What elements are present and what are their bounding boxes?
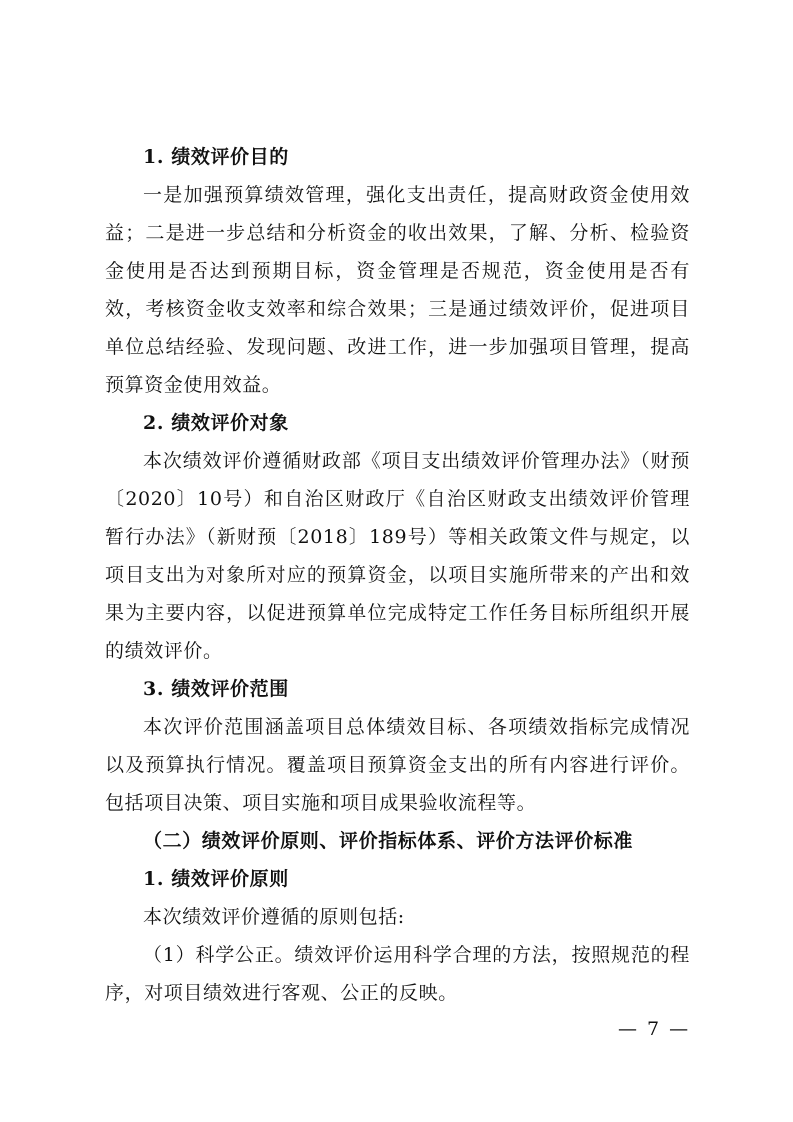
- paragraph-principle-scientific-fair: （1）科学公正。绩效评价运用科学合理的方法，按照规范的程序，对项目绩效进行客观、公正的反映。: [105, 944, 690, 1004]
- page-number: — 7 —: [618, 1018, 691, 1040]
- document-body: [105, 138, 690, 1012]
- heading-evaluation-principles: 1. 绩效评价原则: [143, 868, 289, 890]
- paragraph-evaluation-object: 本次绩效评价遵循财政部《项目支出绩效评价管理办法》（财预〔2020〕10号）和自治区财政厅《自治区财政支出绩效评价管理暂行办法》（新财预〔2018〕189号）等相关政策文件与规定，以项目支出为对象所对应的预算资金，以项目实施所带来的产出和效果为主要内容，以促进预算单位完成特定工作任务目标所组织开展的绩效评价。: [105, 450, 690, 662]
- heading-section-two: （二）绩效评价原则、评价指标体系、评价方法评价标准: [143, 830, 634, 852]
- heading-evaluation-object: 2. 绩效评价对象: [143, 412, 289, 434]
- paragraph-evaluation-scope: 本次评价范围涵盖项目总体绩效目标、各项绩效指标完成情况以及预算执行情况。覆盖项目预算资金支出的所有内容进行评价。包括项目决策、项目实施和项目成果验收流程等。: [105, 716, 690, 814]
- paragraph-evaluation-purpose: 一是加强预算绩效管理，强化支出责任，提高财政资金使用效益；二是进一步总结和分析资金的收出效果，了解、分析、检验资金使用是否达到预期目标，资金管理是否规范，资金使用是否有效，考核资金收支效率和综合效果；三是通过绩效评价，促进项目单位总结经验、发现问题、改进工作，进一步加强项目管理，提高预算资金使用效益。: [105, 184, 690, 396]
- paragraph-principles-intro: 本次绩效评价遵循的原则包括:: [143, 906, 405, 928]
- heading-evaluation-purpose: 1. 绩效评价目的: [143, 146, 289, 168]
- heading-evaluation-scope: 3. 绩效评价范围: [143, 678, 289, 700]
